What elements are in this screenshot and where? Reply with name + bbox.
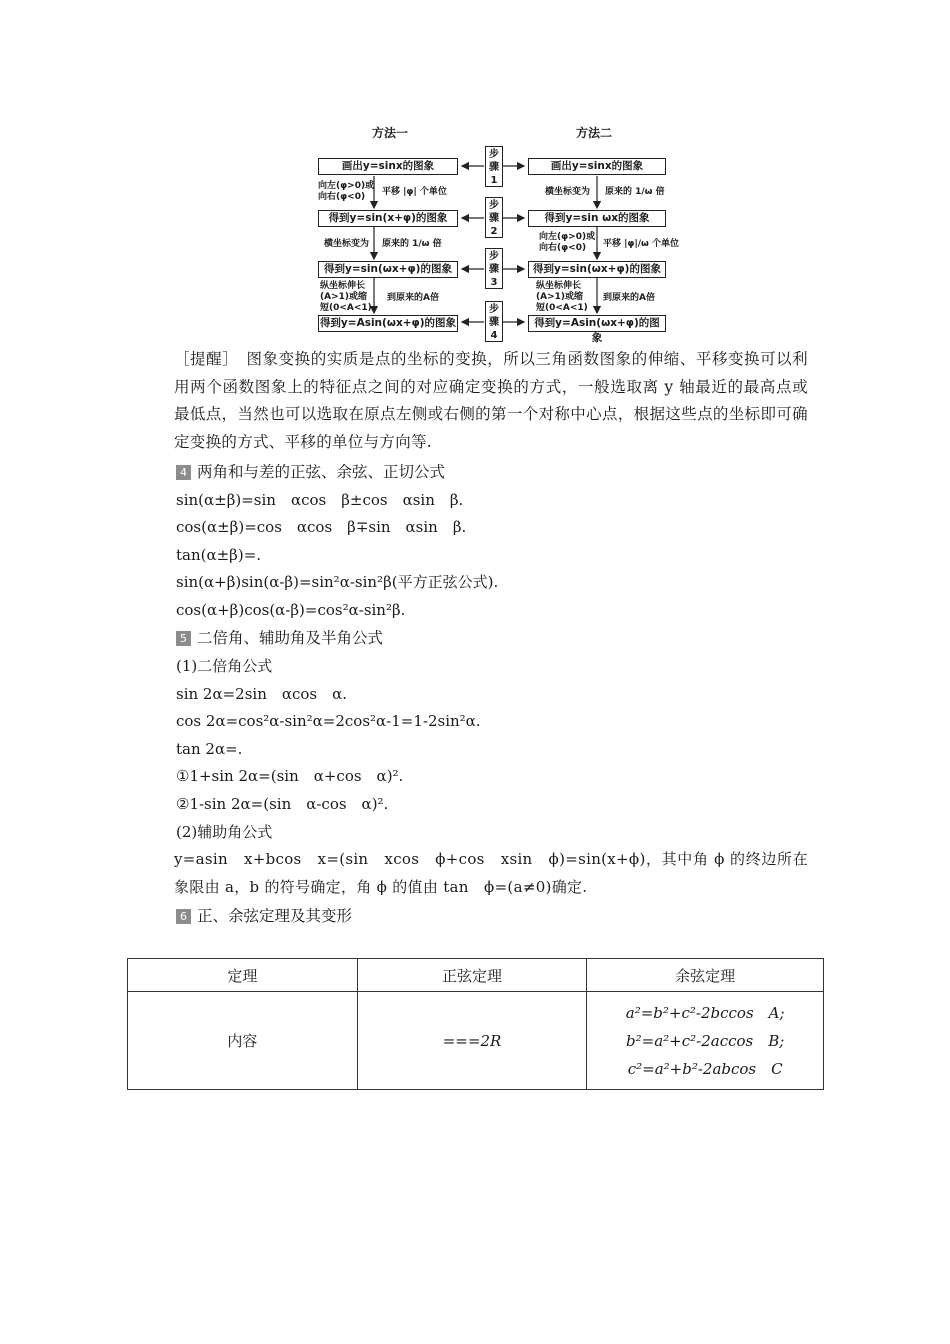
section-4-title: 两角和与差的正弦、余弦、正切公式 — [197, 463, 446, 481]
method2-title: 方法二 — [576, 126, 613, 140]
s5-line-3: cos 2α=cos²α-sin²α=2cos²α-1=1-2sin²α. — [176, 712, 481, 730]
s5-line-5: ①1+sin 2α=(sin α+cos α)². — [176, 767, 404, 785]
m2-box-1: 画出y=sinx的图象 — [528, 158, 666, 175]
header-cosine-law: 余弦定理 — [587, 959, 824, 992]
step-4: 步 骤 4 — [485, 301, 503, 342]
table-row — [128, 992, 824, 1090]
section-6-heading — [176, 906, 352, 926]
m1-t1-right: 平移 |φ| 个单位 — [382, 187, 447, 197]
section-6-title: 正、余弦定理及其变形 — [197, 907, 353, 925]
section-5-number: 5 — [176, 631, 191, 646]
reminder-paragraph: ［提醒］ 图象变换的实质是点的坐标的变换，所以三角函数图象的伸缩、平移变换可以利用两个函数图象上的特征点之间的对应确定变换的方式，一般选取离 y 轴最近的最高点或最低点，当然也可以选取在原点左侧或右侧的第一个对称中心点，根据这些点的坐标即可确定变换的方式、平移的单位与方向等. — [174, 350, 808, 451]
flowchart-connectors — [0, 0, 950, 345]
section-4-heading — [176, 462, 445, 482]
method1-title: 方法一 — [372, 126, 409, 140]
m2-t1-right: 原来的 1/ω 倍 — [605, 187, 665, 197]
m2-box-4: 得到y=Asin(ωx+φ)的图象 — [528, 315, 666, 332]
cosine-law-b: b²=a²+c²-2accos B; — [626, 1031, 785, 1050]
m1-box-1: 画出y=sinx的图象 — [318, 158, 458, 175]
section-6-number: 6 — [176, 909, 191, 924]
m1-box-3: 得到y=sin(ωx+φ)的图象 — [318, 261, 458, 278]
m1-t2-right: 原来的 1/ω 倍 — [382, 239, 442, 249]
table-header-row — [128, 959, 824, 992]
law-table — [127, 958, 824, 1090]
m1-t1-left: 向左(φ>0)或 向右(φ<0) — [318, 181, 375, 202]
step-2: 步 骤 2 — [485, 197, 503, 238]
s5-line-4: tan 2α=. — [176, 740, 243, 758]
cosine-law-a: a²=b²+c²-2bccos A; — [625, 1003, 785, 1022]
m1-t3-right: 到原来的A倍 — [387, 293, 439, 303]
row-label-content: 内容 — [128, 992, 358, 1090]
section-4-number: 4 — [176, 465, 191, 480]
m2-t3-right: 到原来的A倍 — [603, 293, 655, 303]
aux-angle-paragraph: y=asin x+bcos x=(sin xcos ϕ+cos xsin ϕ)=sin(x+ϕ)，其中角 ϕ 的终边所在象限由 a，b 的符号确定，角 ϕ 的值由 tan ϕ=(a≠0)确定. — [174, 850, 808, 896]
m2-box-2: 得到y=sin ωx的图象 — [528, 210, 666, 227]
m2-t2-left: 向左(φ>0)或 向右(φ<0) — [539, 232, 596, 253]
s5-line-7: (2)辅助角公式 — [176, 823, 273, 841]
section-5-title: 二倍角、辅助角及半角公式 — [197, 629, 384, 647]
s4-line-5: cos(α+β)cos(α-β)=cos²α-sin²β. — [176, 601, 406, 619]
m2-t1-left: 横坐标变为 — [545, 187, 591, 197]
m2-box-3: 得到y=sin(ωx+φ)的图象 — [528, 261, 666, 278]
s4-line-1: sin(α±β)=sin αcos β±cos αsin β. — [176, 491, 464, 509]
m2-t3-left: 纵坐标伸长 (A>1)或缩 短(0<A<1) — [536, 281, 588, 313]
m1-t2-left: 横坐标变为 — [324, 239, 370, 249]
step-3: 步 骤 3 — [485, 248, 503, 289]
m2-t2-right: 平移 |φ|/ω 个单位 — [603, 239, 679, 249]
step-1: 步 骤 1 — [485, 146, 503, 187]
s4-line-4: sin(α+β)sin(α-β)=sin²α-sin²β(平方正弦公式). — [176, 573, 499, 591]
m1-box-2: 得到y=sin(x+φ)的图象 — [318, 210, 458, 227]
m1-t3-left: 纵坐标伸长 (A>1)或缩 短(0<A<1) — [320, 281, 372, 313]
cosine-law-c: c²=a²+b²-2abcos C — [627, 1059, 783, 1078]
header-sine-law: 正弦定理 — [357, 959, 587, 992]
s5-line-2: sin 2α=2sin αcos α. — [176, 685, 348, 703]
m1-box-4: 得到y=Asin(ωx+φ)的图象 — [318, 315, 458, 332]
header-theorem: 定理 — [128, 959, 358, 992]
sine-law-formula: ===2R — [357, 992, 587, 1090]
section-5-heading — [176, 628, 383, 648]
s5-line-6: ②1-sin 2α=(sin α-cos α)². — [176, 795, 389, 813]
s4-line-2: cos(α±β)=cos αcos β∓sin αsin β. — [176, 518, 467, 536]
s5-line-1: (1)二倍角公式 — [176, 657, 273, 675]
cosine-law-cell — [587, 992, 824, 1090]
s4-line-3: tan(α±β)=. — [176, 546, 262, 564]
